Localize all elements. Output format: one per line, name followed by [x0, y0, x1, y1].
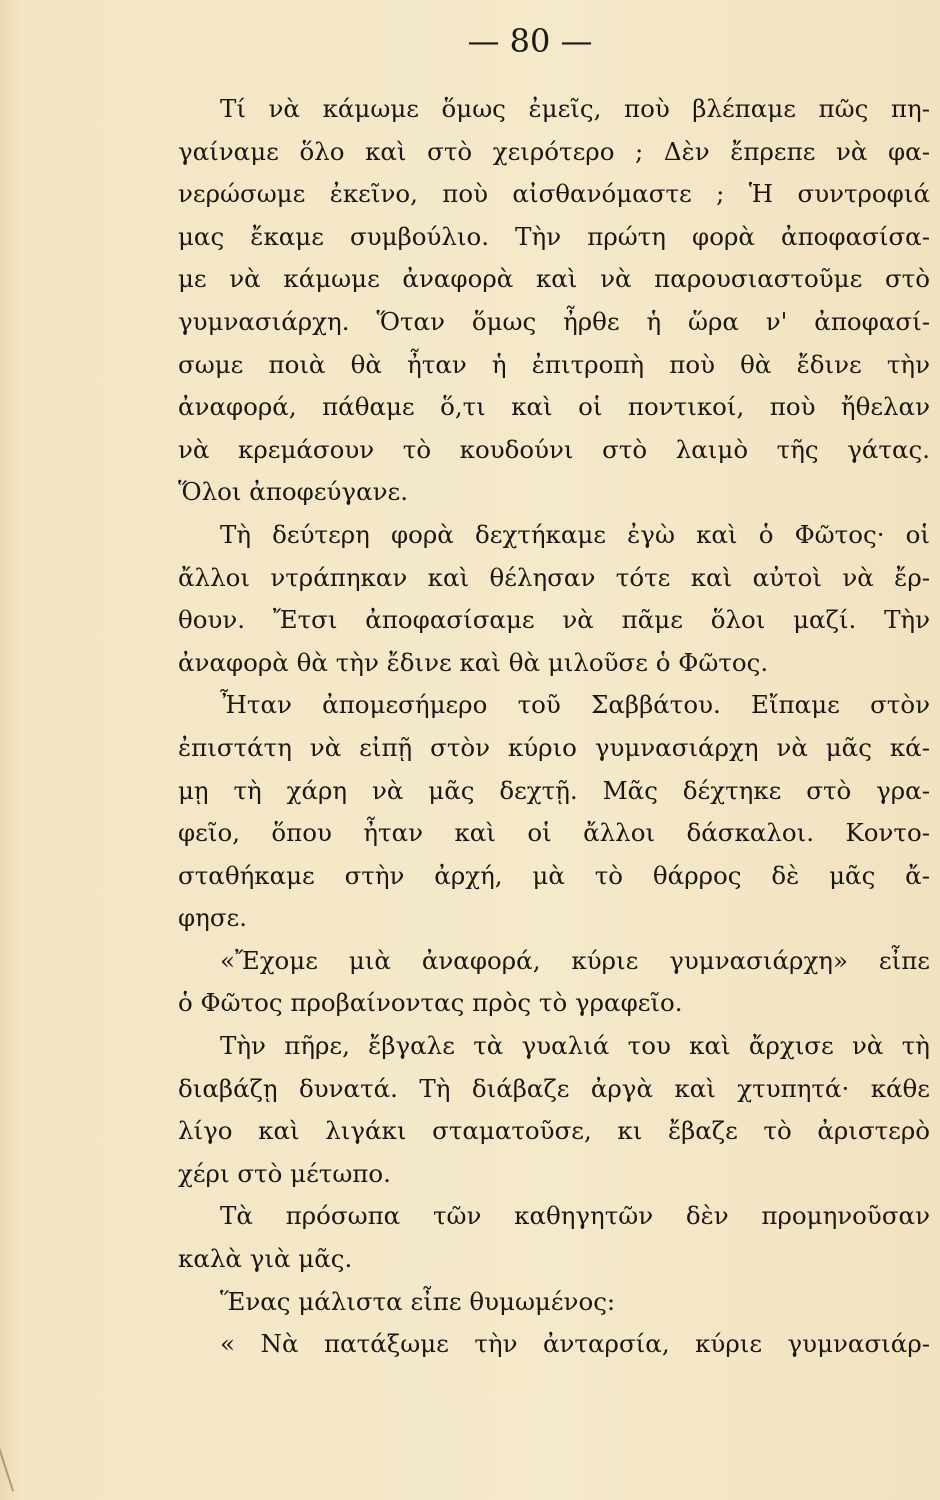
text-line: ἄλλοι ντράπηκαν καὶ θέλησαν τότε καὶ αὐτοὶ νὰ ἔρ-	[178, 562, 930, 592]
text-line: Τὴν πῆρε, ἔβγαλε τὰ γυαλιά του καὶ ἄρχισε νὰ τὴ	[220, 1031, 930, 1061]
page-edge-mark	[0, 1438, 29, 1491]
text-line: φεῖο, ὅπου ἦταν καὶ οἱ ἄλλοι δάσκαλοι. Κοντο-	[178, 818, 930, 848]
text-line: γυμνασιάρχη. Ὅταν ὅμως ἦρθε ἡ ὥρα ν' ἀποφασί-	[178, 306, 930, 336]
text-line: Ἕνας μάλιστα εἶπε θυμωμένος:	[220, 1286, 616, 1316]
text-line: νερώσωμε ἐκεῖνο, ποὺ αἰσθανόμαστε ; Ἡ συντροφιά	[178, 179, 930, 209]
text-line: μας ἔκαμε συμβούλιο. Τὴν πρώτη φορὰ ἀποφασίσα-	[178, 221, 930, 251]
text-line: ἐπιστάτη νὰ εἰπῇ στὸν κύριο γυμνασιάρχη νὰ μᾶς κά-	[178, 732, 930, 762]
text-line: χέρι στὸ μέτωπο.	[178, 1158, 391, 1188]
text-line: λίγο καὶ λιγάκι σταματοῦσε, κι ἔβαζε τὸ ἀριστερὸ	[178, 1116, 930, 1146]
text-line: Τὴ δεύτερη φορὰ δεχτήκαμε ἐγὼ καὶ ὁ Φῶτος· οἱ	[220, 519, 930, 549]
text-line: διαβάζῃ δυνατά. Τὴ διάβαζε ἀργὰ καὶ χτυπητά· κάθε	[178, 1073, 930, 1103]
text-line: θουν. Ἔτσι ἀποφασίσαμε νὰ πᾶμε ὅλοι μαζί. Τὴν	[178, 605, 930, 635]
text-line: καλὰ γιὰ μᾶς.	[178, 1244, 353, 1274]
text-line: φησε.	[178, 903, 248, 933]
body-text	[178, 88, 930, 1366]
text-line: σταθήκαμε στὴν ἀρχή, μὰ τὸ θάρρος δὲ μᾶς ἄ-	[178, 860, 930, 890]
text-line: Ὅλοι ἀποφεύγανε.	[178, 477, 408, 507]
page-number: — 80 —	[467, 22, 593, 60]
text-line: Τί νὰ κάμωμε ὅμως ἐμεῖς, ποὺ βλέπαμε πῶς πη-	[220, 94, 930, 123]
text-line: με νὰ κάμωμε ἀναφορὰ καὶ νὰ παρουσιαστοῦμε στὸ	[178, 264, 930, 294]
text-line: Ἦταν ἀπομεσήμερο τοῦ Σαββάτου. Εἴπαμε στὸν	[220, 690, 930, 720]
text-line: ἀναφορά, πάθαμε ὅ,τι καὶ οἱ ποντικοί, ποὺ ἤθελαν	[178, 392, 930, 422]
text-line: ὁ Φῶτος προβαίνοντας πρὸς τὸ γραφεῖο.	[178, 988, 683, 1018]
text-line: νὰ κρεμάσουν τὸ κουδούνι στὸ λαιμὸ τῆς γάτας.	[178, 434, 930, 464]
text-line: σωμε ποιὰ θὰ ἦταν ἡ ἐπιτροπὴ ποὺ θὰ ἔδινε τὴν	[178, 349, 930, 379]
text-line: μῃ τὴ χάρη νὰ μᾶς δεχτῇ. Μᾶς δέχτηκε στὸ γρα-	[178, 775, 930, 805]
text-line: « Νὰ πατάξωμε τὴν ἀνταρσία, κύριε γυμνασιάρ-	[220, 1329, 930, 1359]
text-line: ἀναφορὰ θὰ τὴν ἔδινε καὶ θὰ μιλοῦσε ὁ Φῶτος.	[178, 647, 769, 677]
text-line: γαίναμε ὅλο καὶ στὸ χειρότερο ; Δὲν ἔπρεπε νὰ φα-	[178, 136, 930, 166]
text-line: «Ἔχομε μιὰ ἀναφορά, κύριε γυμνασιάρχη» εἶπε	[220, 945, 930, 975]
text-line: Τὰ πρόσωπα τῶν καθηγητῶν δὲν προμηνοῦσαν	[220, 1201, 930, 1231]
